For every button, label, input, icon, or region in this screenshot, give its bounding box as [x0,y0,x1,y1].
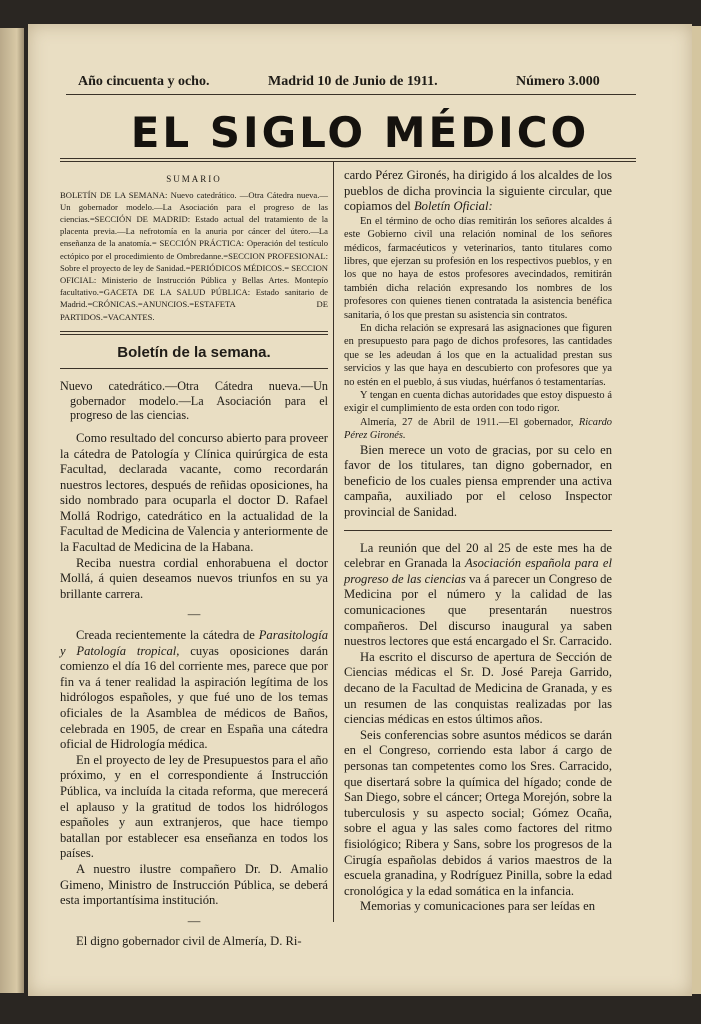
paragraph-parasitologia: Creada recientemente la cátedra de Parasitología y Patología tropical, cuyas oposiciones darán comienzo el día 16 del corriente mes, parece que por fin va á tener realidad la aspiración legítima de los hidrólogos españoles, y que fué uno de los temas oficiales de la Asamblea de médicos de Baños, celebrada en 1905, de crear en España una cátedra oficial de Hidrología médica. [60,628,328,752]
section-title-rule [60,368,328,369]
separator-dash: — [187,913,201,928]
masthead-title: EL SIGLO MÉDICO [130,108,590,157]
boletin-subhead: Nuevo catedrático.—Otra Cátedra nueva.—Un gobernador modelo.—La Asociación para el progreso de las ciencias. [60,379,328,423]
quote-paragraph-1: En el término de ocho días remitirán los señores alcaldes á este Gobierno civil una relación nominal de los señores médicos, farmacéuticos y veterinarios, tanto titulares como libres, que ejerzan su profesión en los respectivos pueblos, y en los que no haya de estos profesores avecindados, remitirán también dicha relación expresando los nombres de los profesores con quienes tienen contratada la asistencia benéfica sanitaria, ó los que prestan su asistencia sin contratos. [344,215,612,321]
sumario-text: BOLETÍN DE LA SEMANA: Nuevo catedrático. —Otra Cátedra nueva.—Un gobernador modelo.—La Asociación para el progreso de las ciencias.=SECCIÓN DE MADRID: Estado actual del tratamiento de la placenta previa.—La nefrotomía en la anuria por cáncer del útero.—La enseñanza de la anatomía.= SECCIÓN PRÁCTICA: Operación del testículo ectópico por el procedimiento de Ombredanne.=SECCION PROFESIONAL: Sobre el proyecto de ley de Sanidad.=PERIÓDICOS MÉDICOS.= SECCION OFICIAL: Ministerio de Instrucción Pública y Bellas Artes. Montepío facultativo.=GACETA DE LA SALUD PÚBLICA: Estado sanitario de Madrid.=CRÓNICAS.=ANUNCIOS.=ESTAFETA DE PARTIDOS.=VACANTES. [60,189,328,322]
year-label: Año cincuenta y ocho. [78,74,210,89]
header-rule [66,94,636,95]
left-column [60,166,328,950]
paragraph-voto-gracias: Bien merece un voto de gracias, por su celo en favor de los titulares, tan digno gobernador, en beneficio de los cuales piensa emprender una activa campaña, auxiliado por el celoso Inspector provincial de Sanidad. [344,442,612,520]
masthead-rule-double [60,161,636,162]
paragraph-circular: cardo Pérez Gironés, ha dirigido á los alcaldes de los pueblos de dicha provincia la siguiente circular, que copiamos del Boletín Oficial: [344,168,612,214]
section-title-boletin: Boletín de la semana. [117,343,271,361]
column-divider [333,162,334,922]
paragraph-discurso-apertura: Ha escrito el discurso de apertura de Sección de Ciencias médicas el Sr. D. José Pareja Garrido, decano de la Facultad de Medicina de Granada, y es un resumen de las conquistas realizadas por las ciencias médicas en estos últimos años. [344,649,612,727]
paragraph-conferencias: Seis conferencias sobre asuntos médicos se darán en el Congreso, corriendo esta labor á cargo de personas tan competentes como los Sres. Carracido, que disertará sobre la química del hígado; conde de San Diego, sobre el cáncer; Ortega Morejón, sobre la tuberculosis y su aspecto social; Gómez Ocaña, sobre el agua y las sales como factores del ritmo fisiológico; Ribera y Sans, sobre los progresos de la Cirugía españolas debidos á varios maestros de la escuela granadina, y Rodríguez Pinilla, sobre la edad cronológica y la edad somática en la infancia. [344,727,612,898]
masthead-rule [60,158,636,159]
previous-page-edge [0,28,24,993]
separator-dash: — [187,607,201,622]
sumario-title: SUMARIO [166,174,222,184]
separator-rule [344,530,612,531]
paragraph-memorias: Memorias y comunicaciones para ser leídas en [360,899,595,914]
paragraph-nuevo-catedratico: Como resultado del concurso abierto para proveer la cátedra de Patología y Clínica quirúrgica de esta Facultad, declarada vacante, como recordarán nuestros lectores, después de reñidas oposiciones, ha sido nombrado para ocuparla el doctor D. Rafael Mollá Rodrigo, catedrático en la actualidad de la Facultad de Medicina de Valencia y anteriormente de la Facultad de Medicina de la Habana. [60,430,328,555]
right-column [344,168,612,915]
paragraph-amalio-gimeno: A nuestro ilustre compañero Dr. D. Amalio Gimeno, Ministro de Instrucción Pública, se deberá esta importantísima institución. [60,861,328,908]
paragraph-gobernador: El digno gobernador civil de Almería, D. Ri- [76,934,302,949]
quote-signature: Almería, 27 de Abril de 1911.—El gobernador, Ricardo Pérez Gironés. [344,416,612,442]
paragraph-reunion-granada: La reunión que del 20 al 25 de este mes ha de celebrar en Granada la Asociación española para el progreso de las ciencias va á parecer un Congreso de Medicina por el número y la calidad de las comunicaciones que presentarán nuestros compañeros. Del discurso inaugural ya saben nuestros lectores que está encargado el Sr. Carracido. [344,540,613,649]
paragraph-presupuestos: En el proyecto de ley de Presupuestos para el año próximo, y en el correspondiente á Instrucción Pública, va incluída la citada reforma, que merecerá el aplauso y la gratitud de todos los hidrólogos españoles y aun extranjeros, que hace tiempo batallan por establecer esa enseñanza en todos los países. [60,752,328,861]
issue-number: Número 3.000 [516,74,600,89]
paragraph-enhorabuena: Reciba nuestra cordial enhorabuena el doctor Mollá, á quien deseamos nuevos triunfos en su ya brillante carrera. [60,555,328,601]
section-rule-double [60,334,328,335]
quote-paragraph-3: Y tengan en cuenta dichas autoridades que estoy dispuesto á exigir el cumplimiento de esta orden con todo rigor. [344,390,612,415]
quote-paragraph-2: En dicha relación se expresará las asignaciones que figuren en presupuesto para pago de dichos profesores, las cantidades que se les adeudan á los que en la actualidad prestan sus servicios y las que haya en descubierto con profesores que ya no estén en el pueblo, á sus viudas, huérfanos ó testamentarías. [344,323,612,388]
page-edge-right [692,26,701,994]
date-label: Madrid 10 de Junio de 1911. [268,74,438,89]
newspaper-page [28,24,692,996]
